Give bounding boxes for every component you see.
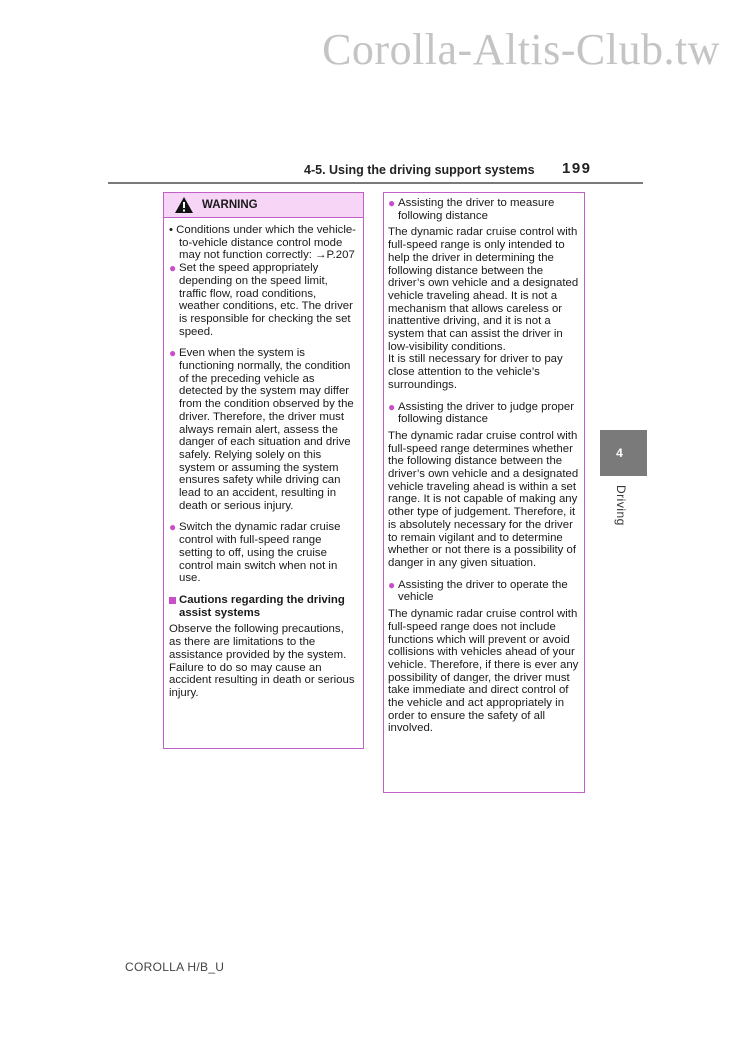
warning-box (163, 192, 364, 749)
section-heading (388, 197, 580, 222)
section-body (388, 608, 580, 735)
chapter-tab (600, 430, 647, 476)
warning-item (169, 347, 358, 512)
warning-subheading (169, 594, 358, 619)
warning-item (169, 521, 358, 585)
section-heading (388, 579, 580, 604)
chapter-number: 4 (616, 446, 623, 460)
page-number: 199 (562, 160, 592, 177)
warning-item (169, 262, 358, 338)
bullet-dot-icon: ● (169, 346, 177, 361)
bullet-dot-icon: ● (388, 196, 396, 210)
warning-content (164, 218, 363, 700)
section-heading-text: Assisting the driver to measure following distance (398, 197, 555, 222)
section-body-text-2: It is still necessary for driver to pay close attention to the vehicle’s surroundings. (388, 353, 563, 391)
warning-item-text: Set the speed appropriately depending on the speed limit, traffic flow, road conditions, weather conditions, etc. The driver is responsible for checking the set speed. (179, 262, 353, 338)
section-body-text: The dynamic radar cruise control with full-speed range determines whether the following distance between the driver’s own vehicle and a designated vehicle traveling ahead is within a set range. It is not capable of making any other type of judgement. Therefore, it is absolutely necessary for the driver to remain vigilant and to determine whether or not there is a possibility of danger in any given situation. (388, 429, 579, 569)
warning-item-text: Switch the dynamic radar cruise control with full-speed range setting to off, using the cruise control main switch when not in use. (179, 521, 341, 585)
footer-model: COROLLA H/B_U (125, 960, 225, 974)
warning-closing-2: Failure to do so may cause an accident resulting in death or serious injury. (169, 661, 355, 699)
bullet-square-icon (169, 597, 176, 604)
section-body (388, 226, 580, 391)
warning-bullet-lead: • Conditions under which the vehicle-to-vehicle distance control mode may not function correctly: →P.207 (169, 224, 356, 262)
warning-triangle-icon (174, 196, 194, 214)
section-heading-text: Assisting the driver to operate the vehicle (398, 578, 568, 604)
section-body (388, 430, 580, 570)
watermark: Corolla-Altis-Club.tw (322, 25, 720, 74)
section-body-text: The dynamic radar cruise control with full-speed range is only intended to help the driver in determining the following distance between the driver’s own vehicle and a designated vehicle traveling ahead. It is not a mechanism that allows careless or inattentive driving, and it is not a system that can assist the driver in low-visibility conditions. (388, 226, 579, 353)
warning-item-text: Even when the system is functioning normally, the condition of the preceding vehicle as detected by the system may differ from the condition observed by the driver. Therefore, the driver must always remain alert, assess the danger of each situation and drive safely. Relying solely on this system or assuming the system ensures safety while driving can lead to an accident, resulting in death or serious injury. (179, 347, 354, 512)
warning-header (164, 193, 363, 218)
warning-closing: Observe the following precautions, as there are limitations to the assistance provided by the system. (169, 623, 347, 661)
section-body-text: The dynamic radar cruise control with full-speed range does not include functions which will prevent or avoid collisions with vehicles ahead of your vehicle. Therefore, if there is ever any possibility of danger, the driver must take immediate and direct control of the vehicle and act appropriately in order to ensure the safety of all involved. (388, 608, 579, 735)
bullet-dot-icon: ● (388, 577, 396, 592)
warning-title: WARNING (202, 199, 258, 211)
chapter-label: Driving (614, 485, 628, 526)
bullet-dot-icon: ● (169, 261, 177, 276)
subheading-text: Cautions regarding the driving assist systems (179, 593, 345, 619)
section-heading (388, 401, 580, 426)
section-title: 4-5. Using the driving support systems (304, 163, 535, 177)
bullet-dot-icon: ● (169, 520, 177, 535)
section-heading-text: Assisting the driver to judge proper following distance (398, 400, 575, 426)
bullet-dot-icon: ● (388, 399, 396, 414)
right-column-box (383, 192, 585, 793)
header-rule (108, 182, 643, 184)
